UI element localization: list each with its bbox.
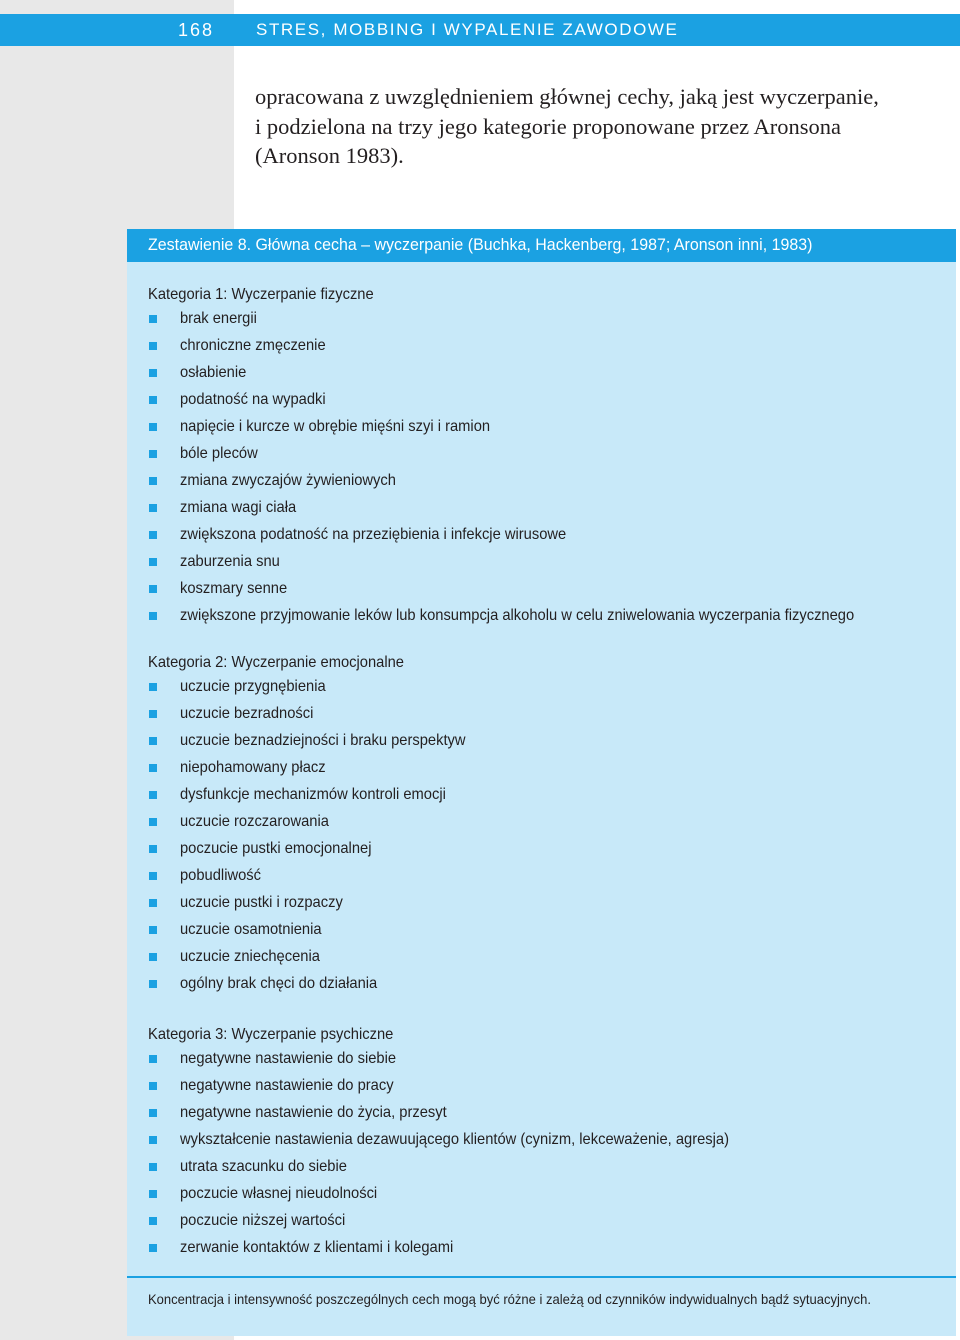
square-bullet-icon — [149, 764, 157, 772]
list-item-text: dysfunkcje mechanizmów kontroli emocji — [180, 786, 446, 803]
footer-rule — [127, 1276, 956, 1278]
square-bullet-icon — [149, 1217, 157, 1225]
list-item-text: negatywne nastawienie do siebie — [180, 1050, 397, 1067]
body-paragraph — [255, 82, 955, 171]
paragraph-line: i podzielona na trzy jego kategorie proponowane przez Aronsona — [255, 113, 842, 139]
list-item-text: podatność na wypadki — [180, 391, 326, 408]
square-bullet-icon — [149, 315, 157, 323]
square-bullet-icon — [149, 818, 157, 826]
box-title: Zestawienie 8. Główna cecha – wyczerpanie (Buchka, Hackenberg, 1987; Aronson inni, 1983) — [148, 235, 813, 254]
list-item-text: osłabienie — [180, 364, 247, 381]
list-item-text: ogólny brak chęci do działania — [180, 975, 378, 992]
category-title: Kategoria 2: Wyczerpanie emocjonalne — [148, 654, 404, 671]
list-item-text: uczucie osamotnienia — [180, 921, 322, 938]
square-bullet-icon — [149, 791, 157, 799]
list-item-text: zerwanie kontaktów z klientami i kolegami — [180, 1239, 454, 1256]
summary-box — [127, 229, 956, 1336]
square-bullet-icon — [149, 683, 157, 691]
list-item-text: uczucie bezradności — [180, 705, 314, 722]
square-bullet-icon — [149, 585, 157, 593]
square-bullet-icon — [149, 1082, 157, 1090]
category-title: Kategoria 3: Wyczerpanie psychiczne — [148, 1026, 394, 1043]
square-bullet-icon — [149, 710, 157, 718]
list-item-text: zmiana zwyczajów żywieniowych — [180, 472, 396, 489]
square-bullet-icon — [149, 477, 157, 485]
square-bullet-icon — [149, 953, 157, 961]
square-bullet-icon — [149, 980, 157, 988]
list-item-text: uczucie zniechęcenia — [180, 948, 320, 965]
running-head: STRES, MOBBING I WYPALENIE ZAWODOWE — [256, 20, 679, 39]
list-item-text: pobudliwość — [180, 867, 262, 884]
square-bullet-icon — [149, 1163, 157, 1171]
paragraph-line: (Aronson 1983). — [255, 143, 404, 168]
footer-note: Koncentracja i intensywność poszczególnych cech mogą być różne i zależą od czynników indywidualnych bądź sytuacyjnych. — [148, 1291, 871, 1307]
page-number: 168 — [178, 20, 215, 40]
list-item-text: napięcie i kurcze w obrębie mięśni szyi i ramion — [180, 418, 491, 435]
square-bullet-icon — [149, 872, 157, 880]
square-bullet-icon — [149, 1190, 157, 1198]
list-item-text: zaburzenia snu — [180, 553, 280, 570]
list-item-text: brak energii — [180, 310, 257, 327]
square-bullet-icon — [149, 1055, 157, 1063]
square-bullet-icon — [149, 396, 157, 404]
list-item-text: uczucie pustki i rozpaczy — [180, 894, 343, 911]
list-item-text: zwiększona podatność na przeziębienia i infekcje wirusowe — [180, 526, 567, 543]
list-item-text: negatywne nastawienie do życia, przesyt — [180, 1104, 447, 1121]
square-bullet-icon — [149, 423, 157, 431]
square-bullet-icon — [149, 926, 157, 934]
list-item-text: chroniczne zmęczenie — [180, 337, 326, 354]
square-bullet-icon — [149, 531, 157, 539]
list-item-text: zwiększone przyjmowanie leków lub konsumpcja alkoholu w celu zniwelowania wyczerpania fizycznego — [180, 607, 855, 624]
list-item-text: niepohamowany płacz — [180, 759, 326, 776]
square-bullet-icon — [149, 737, 157, 745]
list-item-text: uczucie przygnębienia — [180, 678, 326, 695]
box-title-bar — [127, 229, 956, 262]
square-bullet-icon — [149, 1109, 157, 1117]
list-item-text: poczucie własnej nieudolności — [180, 1185, 378, 1202]
list-item-text: poczucie pustki emocjonalnej — [180, 840, 372, 857]
square-bullet-icon — [149, 1244, 157, 1252]
square-bullet-icon — [149, 342, 157, 350]
category-title: Kategoria 1: Wyczerpanie fizyczne — [148, 286, 374, 303]
square-bullet-icon — [149, 899, 157, 907]
square-bullet-icon — [149, 558, 157, 566]
list-item-text: wykształcenie nastawienia dezawuującego klientów (cynizm, lekceważenie, agresja) — [180, 1131, 729, 1148]
list-item-text: uczucie rozczarowania — [180, 813, 329, 830]
list-item-text: bóle pleców — [180, 445, 258, 462]
list-item-text: uczucie beznadziejności i braku perspektyw — [180, 732, 466, 749]
list-item-text: zmiana wagi ciała — [180, 499, 297, 516]
square-bullet-icon — [149, 845, 157, 853]
list-item-text: koszmary senne — [180, 580, 288, 597]
square-bullet-icon — [149, 1136, 157, 1144]
square-bullet-icon — [149, 450, 157, 458]
paragraph-line: opracowana z uwzględnieniem głównej cechy, jaką jest wyczerpanie, — [255, 84, 879, 109]
square-bullet-icon — [149, 369, 157, 377]
list-item-text: poczucie niższej wartości — [180, 1212, 346, 1229]
square-bullet-icon — [149, 504, 157, 512]
list-item-text: negatywne nastawienie do pracy — [180, 1077, 394, 1094]
square-bullet-icon — [149, 612, 157, 620]
list-item-text: utrata szacunku do siebie — [180, 1158, 347, 1175]
